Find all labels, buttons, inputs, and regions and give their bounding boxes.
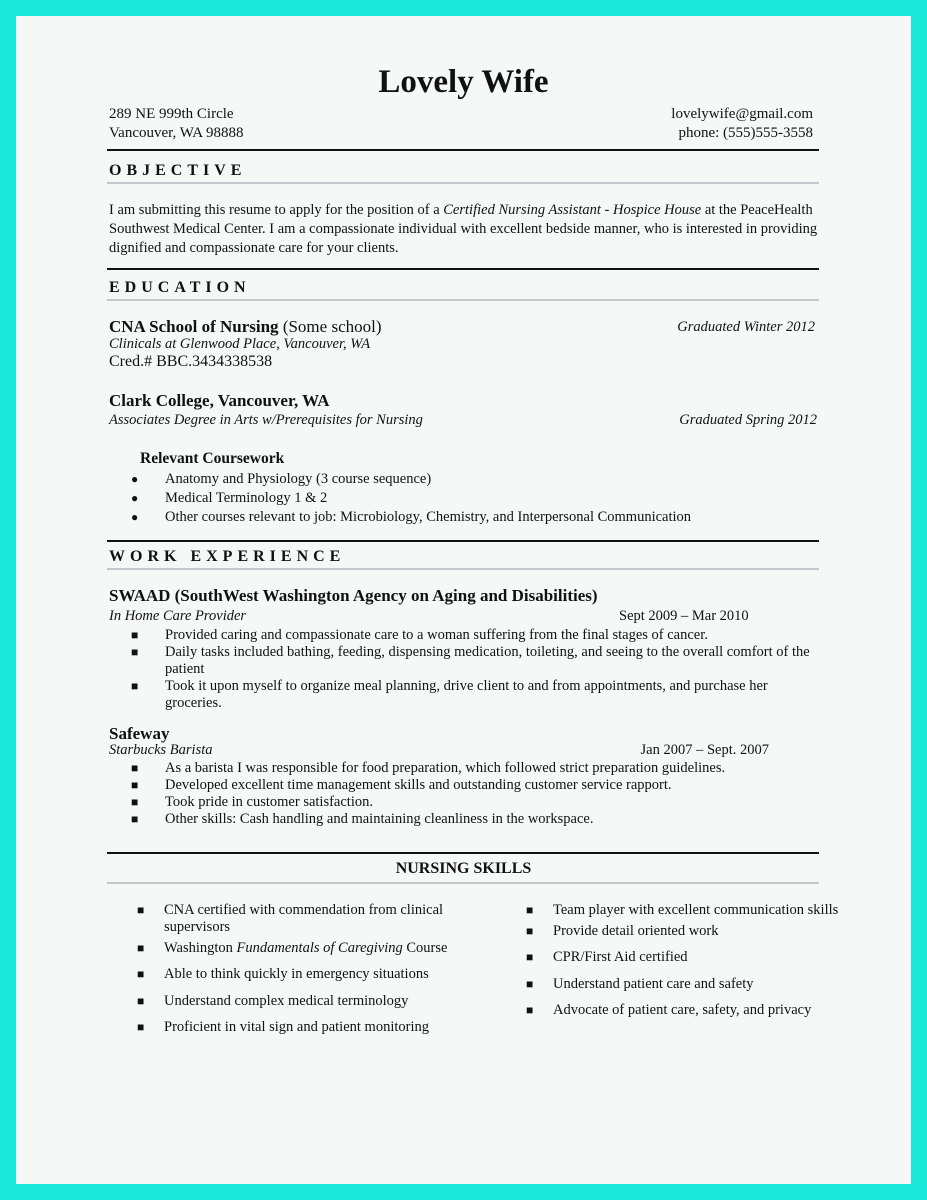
school-date: Graduated Winter 2012 [677,319,815,335]
job-role: In Home Care Provider [109,608,247,624]
coursework-list [109,471,829,526]
objective-text: I am submitting this resume to apply for the position of a Certified Nursing Assistant - Hospice House at the PeaceHealth Southwest Medical Center. I am a compassionate individual with excellent bedside manner, who is interested in providing dignified and compassionate care for your clients. [109,202,818,256]
applicant-name: Lovely Wife [378,64,549,100]
address-line-2: Vancouver, WA 98888 [109,125,244,141]
list-item: ■ Team player with excellent communication skills [526,902,839,918]
list-item: ■ Advocate of patient care, safety, and privacy [526,1002,812,1018]
job-dates: Sept 2009 – Mar 2010 [619,608,749,624]
school-date: Graduated Spring 2012 [679,412,817,428]
list-item: ■ As a barista I was responsible for food preparation, which followed strict preparation guidelines. [131,760,726,776]
list-item: ■ CNA certified with commendation from clinical supervisors [137,902,444,935]
coursework-heading: Relevant Coursework [140,450,285,467]
job-bullets [109,627,821,712]
employer-name: SWAAD (SouthWest Washington Agency on Aging and Disabilities) [109,586,598,605]
list-item: ● Other courses relevant to job: Microbiology, Chemistry, and Interpersonal Communication [131,509,692,525]
list-item: ■ Developed excellent time management skills and outstanding customer service rapport. [131,777,672,793]
employer-name: Safeway [109,724,170,743]
section-rule [107,149,819,151]
list-item: ■ CPR/First Aid certified [526,949,688,965]
credential-number: Cred.# BBC.3434338538 [109,353,273,370]
school-detail: Clinicals at Glenwood Place, Vancouver, WA [109,336,371,352]
list-item: ■ Took it upon myself to organize meal planning, drive client to and from appointments, and purchase her groceries. [131,678,768,711]
list-item: ■ Understand complex medical terminology [137,993,409,1009]
objective-heading: OBJECTIVE [109,162,247,179]
list-item: ■ Able to think quickly in emergency situations [137,966,429,982]
job-dates: Jan 2007 – Sept. 2007 [640,742,769,758]
school-name: Clark College, Vancouver, WA [109,391,330,410]
list-item: ■ Understand patient care and safety [526,976,754,992]
section-underline [107,182,819,184]
school-detail: Associates Degree in Arts w/Prerequisites for Nursing [109,412,423,428]
job-bullets [109,760,821,828]
section-rule [107,268,819,270]
phone: phone: (555)555-3558 [678,125,813,141]
skills-list-right [513,902,843,1019]
work-heading: WORK EXPERIENCE [109,548,346,565]
list-item: ■ Proficient in vital sign and patient monitoring [137,1019,429,1035]
job-role: Starbucks Barista [109,742,213,758]
list-item: ■ Other skills: Cash handling and maintaining cleanliness in the workspace. [131,811,594,827]
section-underline [107,568,819,570]
section-underline [107,299,819,301]
objective-position: Certified Nursing Assistant - Hospice House [443,202,702,218]
list-item: ● Medical Terminology 1 & 2 [131,490,328,506]
section-underline [107,882,819,884]
education-heading: EDUCATION [109,279,251,296]
school-name: CNA School of Nursing (Some school) [109,317,382,336]
list-item: ■ Provide detail oriented work [526,923,719,939]
skills-heading: NURSING SKILLS [395,860,532,877]
list-item: ● Anatomy and Physiology (3 course sequence) [131,471,432,487]
address-line-1: 289 NE 999th Circle [109,106,234,122]
list-item: ■ Washington Fundamentals of Caregiving Course [137,940,448,956]
section-rule [107,852,819,854]
skills-list-left [124,902,454,1036]
list-item: ■ Took pride in customer satisfaction. [131,794,373,810]
resume-page [16,16,911,1184]
email[interactable]: lovelywife@gmail.com [671,106,813,122]
list-item: ■ Provided caring and compassionate care to a woman suffering from the final stages of cancer. [131,627,708,643]
list-item: ■ Daily tasks included bathing, feeding, dispensing medication, toileting, and seeing to the overall comfort of the patient [131,644,810,677]
section-rule [107,540,819,542]
